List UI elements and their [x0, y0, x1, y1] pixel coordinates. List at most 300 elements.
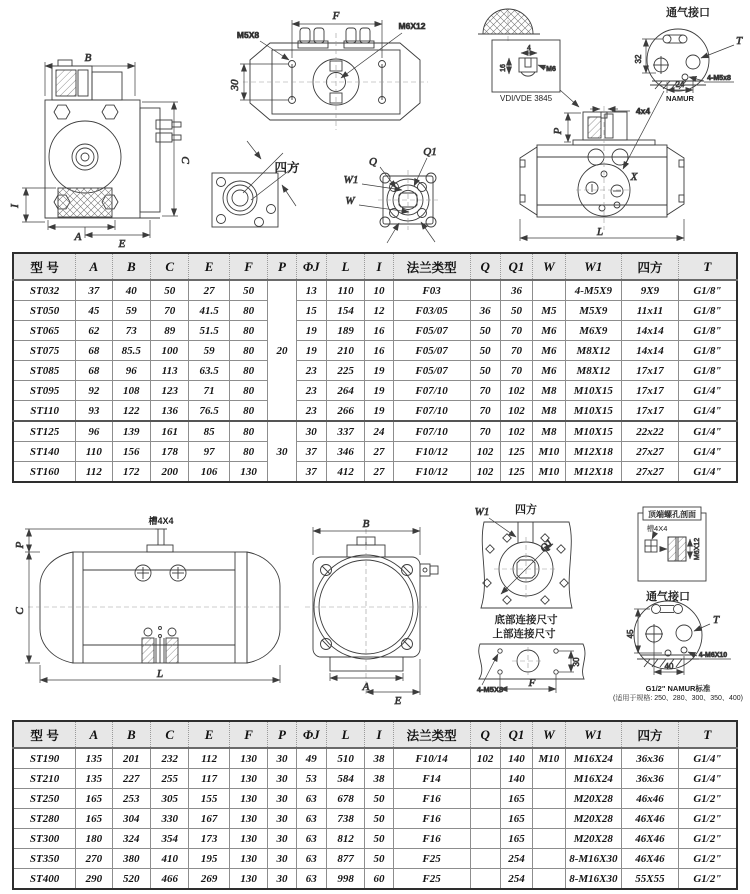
table-row [13, 401, 737, 422]
cell-value: 36x36 [622, 769, 679, 789]
cell-value: 227 [112, 769, 150, 789]
cell-value: 15 [296, 301, 326, 321]
cell-model: ST400 [13, 869, 76, 890]
cell-value: 80 [229, 401, 267, 422]
cell-value: M10 [533, 442, 565, 462]
cell-value: 337 [326, 421, 364, 442]
header-row [13, 721, 737, 748]
column-header: E [189, 253, 229, 280]
dimension-table-st190-st400 [12, 720, 738, 890]
table-row [13, 769, 737, 789]
section-thread-label: M6X12 [694, 537, 701, 561]
cell-value: 70 [500, 321, 532, 341]
cell-value: 102 [470, 748, 500, 769]
column-header: B [112, 721, 150, 748]
cell-value: 584 [326, 769, 364, 789]
cell-value: 50 [151, 280, 189, 301]
top-drawings [0, 0, 750, 250]
cell-value: M6 [533, 321, 565, 341]
column-header: E [189, 721, 229, 748]
cell-value: 23 [296, 361, 326, 381]
cell-value: 136 [151, 401, 189, 422]
cell-value: 130 [229, 809, 267, 829]
air-port-title-mid: 通气接口 [646, 591, 690, 603]
column-header: Q [470, 721, 500, 748]
dim-label-l: L [596, 226, 604, 238]
cell-value: 130 [229, 869, 267, 890]
cell-value: 41.5 [189, 301, 229, 321]
cell-value: G1/4" [678, 381, 737, 401]
column-header: A [76, 253, 112, 280]
cylinder-side-view [40, 529, 280, 663]
cell-value: 165 [500, 809, 532, 829]
cell-value: 266 [326, 401, 364, 422]
cell-value: G1/4" [678, 442, 737, 462]
cell-value: 63 [296, 829, 326, 849]
cell-value: 165 [500, 789, 532, 809]
cell-value: F07/10 [393, 401, 470, 422]
cell-value: M8X12 [565, 361, 622, 381]
thread-label-4m5x8: 4-M5X8 [476, 685, 504, 694]
table-row [13, 341, 737, 361]
cell-value: 63 [296, 869, 326, 890]
air-port-dimensions-mid [626, 609, 731, 675]
cell-value: 8-M16X30 [565, 869, 622, 890]
cell-value: G1/4" [678, 421, 737, 442]
cell-value: 324 [112, 829, 150, 849]
table-row [13, 849, 737, 869]
cell-value: G1/8" [678, 301, 737, 321]
table-row [13, 381, 737, 401]
cell-value: G1/2" [678, 849, 737, 869]
cell-model: ST350 [13, 849, 76, 869]
dim-label-c: C [179, 156, 191, 164]
cell-value: M12X18 [565, 442, 622, 462]
cell-value: 270 [76, 849, 112, 869]
column-header: Q1 [500, 721, 532, 748]
dim-label-16: 16 [500, 64, 507, 72]
cell-value: 165 [76, 809, 112, 829]
cell-value: M16X24 [565, 748, 622, 769]
cell-model: ST032 [13, 280, 76, 301]
cell-value: 410 [151, 849, 189, 869]
cell-value: M10X15 [565, 401, 622, 422]
cell-model: ST125 [13, 421, 76, 442]
cell-value: 40 [112, 280, 150, 301]
cell-value: 50 [365, 789, 393, 809]
cell-value: 85 [189, 421, 229, 442]
cell-value: M8 [533, 421, 565, 442]
cell-value: 346 [326, 442, 364, 462]
cell-value: 812 [326, 829, 364, 849]
cell-value [533, 809, 565, 829]
end-view-dimensions [313, 518, 420, 707]
cell-value: 201 [112, 748, 150, 769]
cell-value [533, 280, 565, 301]
cell-value: 46X46 [622, 849, 679, 869]
cell-value: F07/10 [393, 381, 470, 401]
dim-label-40: 40 [664, 662, 674, 671]
cell-value: 85.5 [112, 341, 150, 361]
cell-value: 30 [268, 789, 296, 809]
cell-value: 17x17 [622, 361, 679, 381]
table-row [13, 809, 737, 829]
cell-value: 97 [189, 442, 229, 462]
cell-value: 998 [326, 869, 364, 890]
cell-value: 135 [76, 769, 112, 789]
cell-value [470, 869, 500, 890]
cell-value: 68 [76, 341, 112, 361]
cell-model: ST085 [13, 361, 76, 381]
top-connection-view [479, 644, 585, 679]
cell-value: 37 [296, 442, 326, 462]
cell-p-merged: 20 [268, 280, 296, 421]
cell-value [470, 849, 500, 869]
dim-label-t: T [735, 35, 743, 47]
table-row [13, 829, 737, 849]
cell-value: 125 [500, 462, 532, 483]
cell-value: F16 [393, 789, 470, 809]
dim-label-f: F [528, 677, 536, 689]
cell-value: 59 [112, 301, 150, 321]
cell-value: 38 [365, 748, 393, 769]
cell-value: 122 [112, 401, 150, 422]
cell-value: 30 [268, 748, 296, 769]
cell-value: 80 [229, 341, 267, 361]
cell-value: 37 [296, 462, 326, 483]
cell-value: 520 [112, 869, 150, 890]
cell-value: M20X28 [565, 829, 622, 849]
cell-value: 70 [470, 421, 500, 442]
namur-label: NAMUR [666, 94, 694, 103]
column-header: P [268, 253, 296, 280]
cell-value: F05/07 [393, 321, 470, 341]
thread-label-m6x12: M6X12 [398, 21, 426, 31]
dim-label-24: 24 [675, 80, 685, 89]
cell-value: 264 [326, 381, 364, 401]
thread-label-4m5x8: 4-M5x8 [707, 75, 731, 82]
cell-value: F10/14 [393, 748, 470, 769]
table-row [13, 442, 737, 462]
cell-value: 123 [151, 381, 189, 401]
cell-value: M12X18 [565, 462, 622, 483]
cell-value: 102 [470, 462, 500, 483]
cell-value: F05/07 [393, 341, 470, 361]
cell-model: ST075 [13, 341, 76, 361]
cell-value: 38 [365, 769, 393, 789]
cell-value: 50 [470, 361, 500, 381]
cell-value: G1/4" [678, 401, 737, 422]
cell-value: M5 [533, 301, 565, 321]
cell-value: 30 [268, 849, 296, 869]
cell-value: 63 [296, 849, 326, 869]
cell-value: 37 [76, 280, 112, 301]
cell-value: 55X55 [622, 869, 679, 890]
cell-value: 50 [500, 301, 532, 321]
cell-value: 8-M16X30 [565, 849, 622, 869]
air-port-title: 通气接口 [666, 7, 710, 19]
cell-value: 50 [365, 849, 393, 869]
column-header: C [151, 253, 189, 280]
column-header: B [112, 253, 150, 280]
cell-value [470, 769, 500, 789]
table-row [13, 301, 737, 321]
cell-value: 59 [189, 341, 229, 361]
dim-label-w1: W1 [474, 506, 490, 518]
dim-label-45: 45 [626, 629, 635, 639]
cell-value: M10X15 [565, 421, 622, 442]
cell-value: 173 [189, 829, 229, 849]
cell-value: 135 [76, 748, 112, 769]
cell-value: 63.5 [189, 361, 229, 381]
cell-value: 380 [112, 849, 150, 869]
cell-value: 9X9 [622, 280, 679, 301]
cell-model: ST280 [13, 809, 76, 829]
cell-value: 27 [365, 462, 393, 483]
cell-value: 45 [76, 301, 112, 321]
cell-value: F05/07 [393, 361, 470, 381]
cell-model: ST160 [13, 462, 76, 483]
cell-value: 113 [151, 361, 189, 381]
cell-value: 165 [500, 829, 532, 849]
cell-value: 130 [229, 462, 267, 483]
cell-value: 24 [365, 421, 393, 442]
cell-value: 200 [151, 462, 189, 483]
cell-value: 304 [112, 809, 150, 829]
cell-value: 36 [500, 280, 532, 301]
cell-value: F25 [393, 869, 470, 890]
dim-label-30: 30 [229, 79, 241, 91]
cell-value: 50 [365, 829, 393, 849]
cell-value: 19 [365, 361, 393, 381]
cell-value: 17x17 [622, 381, 679, 401]
dim-label-32: 32 [634, 54, 643, 64]
table-row [13, 321, 737, 341]
dim-label-t-mid: T [712, 614, 720, 626]
cell-value: 30 [296, 421, 326, 442]
namur-note-line2: (适用于规格: 250、280、300、350、400) [613, 695, 743, 702]
table-row [13, 748, 737, 769]
cell-value: 80 [229, 442, 267, 462]
cell-value: G1/8" [678, 321, 737, 341]
cell-value: 50 [229, 280, 267, 301]
cell-value: M5X9 [565, 301, 622, 321]
cell-value: 232 [151, 748, 189, 769]
cell-model: ST095 [13, 381, 76, 401]
cell-value: 102 [500, 421, 532, 442]
cell-value: F10/12 [393, 442, 470, 462]
cell-value: 210 [326, 341, 364, 361]
cell-value: 11x11 [622, 301, 679, 321]
cell-value: M8X12 [565, 341, 622, 361]
cell-value: 102 [500, 401, 532, 422]
cell-value: 17x17 [622, 401, 679, 422]
column-header: W [533, 721, 565, 748]
cell-value: 466 [151, 869, 189, 890]
cell-value: 30 [268, 769, 296, 789]
cell-value: 22x22 [622, 421, 679, 442]
cell-value: 140 [500, 769, 532, 789]
cell-value: 46x46 [622, 789, 679, 809]
key-slot-label: 4x4 [635, 106, 651, 116]
cell-value [470, 789, 500, 809]
cell-value [533, 869, 565, 890]
cell-value: M8 [533, 401, 565, 422]
side-view-drawing [520, 112, 684, 217]
cell-value: 50 [470, 341, 500, 361]
cell-value: M10X15 [565, 381, 622, 401]
bottom-square-label: 四方 [515, 504, 537, 516]
cell-value: 19 [365, 381, 393, 401]
cell-value: 92 [76, 381, 112, 401]
cell-value [470, 280, 500, 301]
cell-value: 106 [189, 462, 229, 483]
cell-value: 100 [151, 341, 189, 361]
cell-value [533, 769, 565, 789]
header-row [13, 253, 737, 280]
cell-value: 16 [365, 341, 393, 361]
cell-value: 27x27 [622, 442, 679, 462]
cell-value: 155 [189, 789, 229, 809]
cell-value: G1/2" [678, 829, 737, 849]
cell-value: 253 [112, 789, 150, 809]
cell-value: 130 [229, 849, 267, 869]
cell-value: G1/2" [678, 869, 737, 890]
cell-value: 51.5 [189, 321, 229, 341]
column-header: L [326, 721, 364, 748]
cell-value: 110 [326, 280, 364, 301]
cell-model: ST250 [13, 789, 76, 809]
cell-value: 49 [296, 748, 326, 769]
cell-value: 189 [326, 321, 364, 341]
cell-value: 412 [326, 462, 364, 483]
cell-model: ST110 [13, 401, 76, 422]
table-row [13, 421, 737, 442]
cell-value: 254 [500, 849, 532, 869]
table-row [13, 789, 737, 809]
cell-value: 23 [296, 401, 326, 422]
column-header: I [365, 253, 393, 280]
cell-value: 254 [500, 869, 532, 890]
dim-label-c: C [14, 607, 26, 615]
cell-value: 178 [151, 442, 189, 462]
cell-value: 27 [365, 442, 393, 462]
cell-value: G1/8" [678, 341, 737, 361]
cell-value: 167 [189, 809, 229, 829]
cell-model: ST050 [13, 301, 76, 321]
cell-value [470, 809, 500, 829]
cell-value: 102 [500, 381, 532, 401]
cell-value: 172 [112, 462, 150, 483]
cell-value: 738 [326, 809, 364, 829]
column-header: C [151, 721, 189, 748]
top-connection-dimensions [477, 651, 581, 694]
cell-value: 80 [229, 421, 267, 442]
cell-value: 255 [151, 769, 189, 789]
dim-label-q1: Q1 [423, 146, 437, 158]
cell-value: 50 [470, 321, 500, 341]
column-header: 四方 [622, 253, 679, 280]
cell-value: F03 [393, 280, 470, 301]
table-row [13, 361, 737, 381]
cell-p-merged: 30 [268, 421, 296, 482]
cell-value: 354 [151, 829, 189, 849]
dim-label-x: X [630, 171, 638, 183]
cell-value: F16 [393, 809, 470, 829]
square-drive-label: 四方 [274, 161, 300, 175]
cell-model: ST210 [13, 769, 76, 789]
cell-value: 10 [365, 280, 393, 301]
column-header: T [678, 721, 737, 748]
dim-label-b: B [84, 52, 92, 64]
cell-value: 96 [76, 421, 112, 442]
cell-value: 53 [296, 769, 326, 789]
dim-label-30: 30 [572, 657, 581, 667]
cell-value: 46X46 [622, 809, 679, 829]
cell-value: 139 [112, 421, 150, 442]
cell-value: G1/2" [678, 809, 737, 829]
cell-value: 156 [112, 442, 150, 462]
middle-drawings [0, 485, 750, 717]
cell-value: 510 [326, 748, 364, 769]
side-view-dimensions [520, 106, 684, 241]
cell-value [533, 849, 565, 869]
cell-value: 27 [189, 280, 229, 301]
cell-value: 23 [296, 381, 326, 401]
cell-value: 678 [326, 789, 364, 809]
dim-label-l: L [156, 668, 164, 680]
column-header: Q [470, 253, 500, 280]
column-header: P [268, 721, 296, 748]
cell-value: 71 [189, 381, 229, 401]
cell-value: M20X28 [565, 789, 622, 809]
cell-value: 14x14 [622, 321, 679, 341]
cell-value: 63 [296, 809, 326, 829]
cell-value: 30 [268, 809, 296, 829]
cell-value: G1/4" [678, 462, 737, 483]
cell-value: 60 [365, 869, 393, 890]
cell-value: 70 [470, 381, 500, 401]
cell-value: 89 [151, 321, 189, 341]
cell-value: 130 [229, 748, 267, 769]
end-view-drawing [313, 537, 438, 671]
cell-value: G1/4" [678, 748, 737, 769]
cell-value: 13 [296, 280, 326, 301]
cell-value: 108 [112, 381, 150, 401]
dim-label-a: A [74, 231, 82, 243]
plan-view-drawing [250, 28, 420, 120]
cell-value: 80 [229, 301, 267, 321]
cell-value: 112 [189, 748, 229, 769]
cell-value: F14 [393, 769, 470, 789]
cell-value: 70 [151, 301, 189, 321]
cell-value: F07/10 [393, 421, 470, 442]
cell-value: 46X46 [622, 829, 679, 849]
cell-value: F25 [393, 849, 470, 869]
cell-value: 117 [189, 769, 229, 789]
cell-value: 80 [229, 361, 267, 381]
cell-value: 195 [189, 849, 229, 869]
cell-value: G1/2" [678, 789, 737, 809]
cell-value: 73 [112, 321, 150, 341]
cell-value: F10/12 [393, 462, 470, 483]
dim-label-f: F [332, 10, 340, 22]
cell-value: 16 [365, 321, 393, 341]
cell-value: 877 [326, 849, 364, 869]
column-header: 型 号 [13, 721, 76, 748]
cell-value: 225 [326, 361, 364, 381]
cell-value: G1/4" [678, 769, 737, 789]
